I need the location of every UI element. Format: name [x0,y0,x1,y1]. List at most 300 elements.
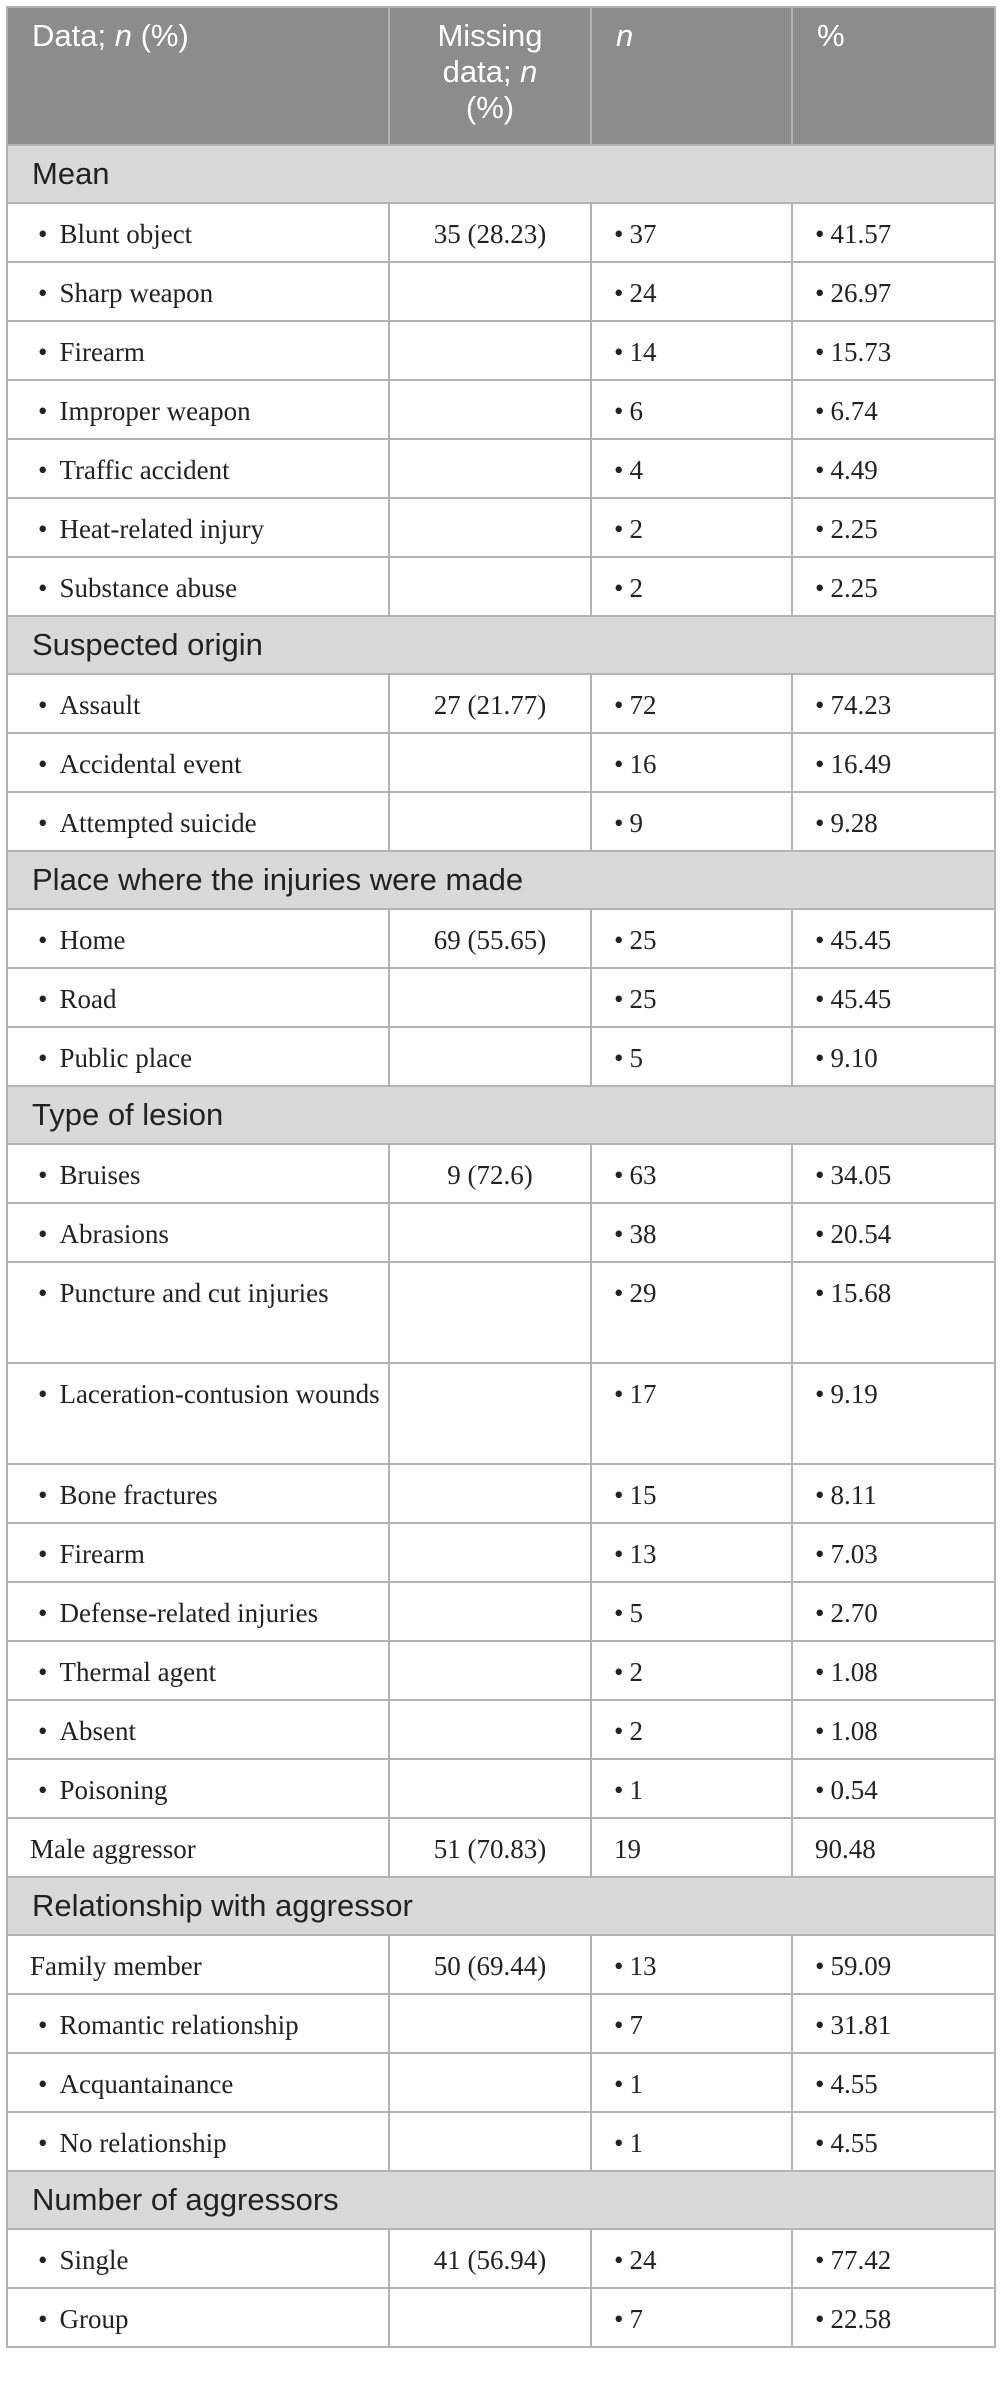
row-label-cell [7,968,389,1027]
percent-value: 4.55 [830,2069,878,2099]
n-cell [591,1582,792,1641]
header-n: n [591,7,792,145]
n-value: 13 [629,1539,657,1569]
percent-cell [792,1027,995,1086]
row-label-cell [7,2229,389,2288]
row-label-cell [7,2053,389,2112]
missing-data-cell [389,1759,591,1818]
bullet-icon: • [614,2069,624,2099]
missing-data-cell [389,380,591,439]
percent-cell [792,733,995,792]
n-value: 15 [629,1480,657,1510]
n-cell [591,968,792,1027]
bullet-icon: • [614,925,624,955]
row-label-cell [7,674,389,733]
header-data: Data; n (%) [7,7,389,145]
row-label: Home [59,925,126,955]
bullet-icon: • [614,396,624,426]
section-header-row [7,1877,995,1935]
bullet-icon: • [38,1219,48,1249]
percent-value: 45.45 [830,984,892,1014]
n-value: 7 [629,2010,643,2040]
row-label: Sharp weapon [59,278,214,308]
n-value: 2 [629,1657,643,1687]
table-row [7,439,995,498]
missing-data-cell [389,2229,591,2288]
table-row [7,792,995,851]
row-label: Single [59,2245,129,2275]
percent-cell [792,498,995,557]
row-label-cell [7,262,389,321]
n-cell [591,909,792,968]
bullet-icon: • [38,514,48,544]
percent-value: 2.25 [830,573,878,603]
row-label: Firearm [59,1539,145,1569]
row-label: Assault [59,690,141,720]
percent-value: 7.03 [830,1539,878,1569]
missing-data-cell [389,1464,591,1523]
table-row [7,1582,995,1641]
percent-value: 2.25 [830,514,878,544]
table-row [7,674,995,733]
row-label-cell [7,1994,389,2053]
percent-value: 15.68 [830,1278,892,1308]
header-missing-data: Missing data; n (%) [389,7,591,145]
bullet-icon: • [815,1716,825,1746]
missing-data-cell [389,1363,591,1464]
percent-value: 22.58 [830,2304,892,2334]
row-label: Accidental event [59,749,242,779]
n-value: 2 [629,1716,643,1746]
percent-value: 2.70 [830,1598,878,1628]
section-title: Relationship with aggressor [7,1877,995,1935]
row-label: Group [59,2304,129,2334]
missing-value: 35 (28.23) [433,219,547,249]
bullet-icon: • [38,2245,48,2275]
bullet-icon: • [815,514,825,544]
n-cell [591,1027,792,1086]
section-title: Place where the injuries were made [7,851,995,909]
percent-cell [792,968,995,1027]
bullet-icon: • [38,1598,48,1628]
missing-data-cell [389,1818,591,1877]
bullet-icon: • [815,455,825,485]
bullet-icon: • [38,1539,48,1569]
missing-data-cell [389,498,591,557]
table-row [7,968,995,1027]
bullet-icon: • [38,1043,48,1073]
n-cell [591,1144,792,1203]
missing-data-cell [389,2112,591,2171]
bullet-icon: • [815,1598,825,1628]
missing-data-cell [389,1523,591,1582]
row-label-cell [7,1759,389,1818]
table-row [7,262,995,321]
missing-data-cell [389,1027,591,1086]
percent-value: 9.19 [830,1379,878,1409]
missing-data-cell [389,1262,591,1363]
bullet-icon: • [38,2010,48,2040]
table-row [7,1641,995,1700]
percent-cell [792,792,995,851]
percent-cell [792,2229,995,2288]
header-percent: % [792,7,995,145]
percent-cell [792,439,995,498]
row-label-cell [7,321,389,380]
percent-value: 90.48 [815,1834,876,1864]
table-row [7,1818,995,1877]
percent-cell [792,1203,995,1262]
row-label: Blunt object [59,219,193,249]
n-cell [591,1523,792,1582]
row-label-cell [7,1700,389,1759]
percent-value: 0.54 [830,1775,878,1805]
row-label: Attempted suicide [59,808,257,838]
table-row [7,498,995,557]
bullet-icon: • [815,749,825,779]
n-cell [591,1262,792,1363]
table-row [7,557,995,616]
n-value: 1 [629,1775,643,1805]
row-label-cell [7,1363,389,1464]
percent-value: 15.73 [830,337,892,367]
missing-data-cell [389,733,591,792]
row-label: Defense-related injuries [59,1598,319,1628]
row-label: Absent [59,1716,136,1746]
missing-data-cell [389,792,591,851]
bullet-icon: • [38,2128,48,2158]
percent-value: 20.54 [830,1219,892,1249]
n-value: 4 [629,455,643,485]
missing-data-cell [389,262,591,321]
bullet-icon: • [614,219,624,249]
n-cell [591,203,792,262]
percent-value: 8.11 [830,1480,877,1510]
row-label: Abrasions [59,1219,169,1249]
percent-value: 16.49 [830,749,892,779]
bullet-icon: • [614,278,624,308]
bullet-icon: • [815,2304,825,2334]
percent-cell [792,1641,995,1700]
bullet-icon: • [38,1379,48,1409]
n-cell [591,1818,792,1877]
n-cell [591,1759,792,1818]
row-label-cell [7,203,389,262]
row-label: Heat-related injury [59,514,265,544]
percent-cell [792,1582,995,1641]
table-row [7,203,995,262]
missing-data-cell [389,2053,591,2112]
n-value: 6 [629,396,643,426]
section-header-row [7,1086,995,1144]
missing-value: 9 (72.6) [447,1160,533,1190]
table-row [7,1700,995,1759]
n-value: 29 [629,1278,657,1308]
table-row [7,909,995,968]
header-row [7,7,995,145]
section-title: Type of lesion [7,1086,995,1144]
percent-cell [792,2112,995,2171]
table-row [7,1203,995,1262]
n-cell [591,321,792,380]
percent-cell [792,1935,995,1994]
row-label-cell [7,2112,389,2171]
table-row [7,1027,995,1086]
percent-cell [792,2053,995,2112]
missing-value: 69 (55.65) [433,925,547,955]
table-row [7,321,995,380]
percent-cell [792,1759,995,1818]
section-header-row [7,145,995,203]
n-cell [591,1641,792,1700]
row-label-cell [7,439,389,498]
percent-cell [792,1144,995,1203]
percent-value: 59.09 [830,1951,892,1981]
bullet-icon: • [38,573,48,603]
row-label-cell [7,1203,389,1262]
row-label-cell [7,2288,389,2347]
missing-data-cell [389,1144,591,1203]
percent-cell [792,909,995,968]
n-value: 5 [629,1043,643,1073]
percent-cell [792,1818,995,1877]
bullet-icon: • [614,2010,624,2040]
table-row [7,380,995,439]
row-label: Public place [59,1043,193,1073]
n-cell [591,2112,792,2171]
percent-cell [792,262,995,321]
bullet-icon: • [815,1539,825,1569]
table-row [7,1759,995,1818]
bullet-icon: • [38,1657,48,1687]
bullet-icon: • [38,690,48,720]
table-row [7,1935,995,1994]
percent-value: 26.97 [830,278,892,308]
bullet-icon: • [614,1951,624,1981]
n-cell [591,2288,792,2347]
row-label-cell [7,1582,389,1641]
bullet-icon: • [815,219,825,249]
row-label: Bone fractures [59,1480,218,1510]
bullet-icon: • [614,2128,624,2158]
bullet-icon: • [815,2128,825,2158]
n-value: 24 [629,2245,657,2275]
bullet-icon: • [614,690,624,720]
row-label: Thermal agent [59,1657,217,1687]
percent-cell [792,2288,995,2347]
missing-data-cell [389,1641,591,1700]
n-value: 1 [629,2128,643,2158]
n-value: 16 [629,749,657,779]
row-label: Improper weapon [59,396,251,426]
bullet-icon: • [614,1775,624,1805]
section-title: Suspected origin [7,616,995,674]
n-cell [591,1203,792,1262]
table-row [7,733,995,792]
percent-value: 77.42 [830,2245,892,2275]
bullet-icon: • [38,396,48,426]
missing-data-cell [389,321,591,380]
missing-data-cell [389,1582,591,1641]
percent-cell [792,380,995,439]
n-value: 1 [629,2069,643,2099]
percent-value: 4.55 [830,2128,878,2158]
bullet-icon: • [815,1278,825,1308]
bullet-icon: • [815,278,825,308]
bullet-icon: • [38,925,48,955]
bullet-icon: • [38,2069,48,2099]
n-value: 63 [629,1160,657,1190]
bullet-icon: • [614,514,624,544]
bullet-icon: • [614,1219,624,1249]
n-cell [591,733,792,792]
bullet-icon: • [815,808,825,838]
bullet-icon: • [38,2304,48,2334]
n-cell [591,2229,792,2288]
bullet-icon: • [815,396,825,426]
row-label: Traffic accident [59,455,230,485]
n-cell [591,1994,792,2053]
table-row [7,2288,995,2347]
percent-value: 45.45 [830,925,892,955]
n-cell [591,262,792,321]
percent-cell [792,1523,995,1582]
missing-data-cell [389,909,591,968]
percent-cell [792,1262,995,1363]
row-label: Family member [30,1951,202,1981]
n-cell [591,1464,792,1523]
section-header-row [7,616,995,674]
bullet-icon: • [815,690,825,720]
bullet-icon: • [815,1951,825,1981]
row-label-cell [7,1935,389,1994]
row-label-cell [7,1641,389,1700]
missing-value: 27 (21.77) [433,690,547,720]
bullet-icon: • [38,219,48,249]
percent-value: 9.28 [830,808,878,838]
n-cell [591,674,792,733]
n-cell [591,557,792,616]
bullet-icon: • [815,2245,825,2275]
row-label: Male aggressor [30,1834,196,1864]
missing-data-cell [389,674,591,733]
bullet-icon: • [614,1657,624,1687]
table-row [7,1994,995,2053]
n-value: 2 [629,573,643,603]
n-value: 37 [629,219,657,249]
n-value: 13 [629,1951,657,1981]
bullet-icon: • [815,1160,825,1190]
percent-cell [792,557,995,616]
bullet-icon: • [614,1598,624,1628]
percent-cell [792,203,995,262]
row-label: Romantic relationship [59,2010,299,2040]
bullet-icon: • [614,2304,624,2334]
data-table [6,6,996,2348]
missing-data-cell [389,1700,591,1759]
bullet-icon: • [614,337,624,367]
row-label: No relationship [59,2128,227,2158]
n-value: 7 [629,2304,643,2334]
bullet-icon: • [614,984,624,1014]
percent-cell [792,1363,995,1464]
percent-value: 31.81 [830,2010,892,2040]
bullet-icon: • [38,1716,48,1746]
bullet-icon: • [614,1160,624,1190]
missing-value: 51 (70.83) [433,1834,547,1864]
bullet-icon: • [815,925,825,955]
bullet-icon: • [815,1379,825,1409]
bullet-icon: • [614,1043,624,1073]
row-label-cell [7,1144,389,1203]
n-cell [591,380,792,439]
missing-value: 41 (56.94) [433,2245,547,2275]
n-cell [591,439,792,498]
bullet-icon: • [614,1379,624,1409]
n-value: 14 [629,337,657,367]
percent-value: 9.10 [830,1043,878,1073]
percent-value: 74.23 [830,690,892,720]
n-value: 17 [629,1379,657,1409]
bullet-icon: • [614,808,624,838]
bullet-icon: • [815,2010,825,2040]
row-label-cell [7,792,389,851]
section-header-row [7,851,995,909]
bullet-icon: • [614,1480,624,1510]
row-label-cell [7,909,389,968]
n-cell [591,1700,792,1759]
bullet-icon: • [614,1716,624,1746]
bullet-icon: • [815,1043,825,1073]
missing-data-cell [389,203,591,262]
missing-value: 50 (69.44) [433,1951,547,1981]
bullet-icon: • [614,573,624,603]
table-row [7,2053,995,2112]
n-value: 19 [614,1834,641,1864]
percent-value: 41.57 [830,219,892,249]
section-title: Mean [7,145,995,203]
bullet-icon: • [614,455,624,485]
n-cell [591,792,792,851]
missing-data-cell [389,1203,591,1262]
percent-cell [792,1464,995,1523]
bullet-icon: • [38,984,48,1014]
n-cell [591,498,792,557]
n-value: 38 [629,1219,657,1249]
row-label: Road [59,984,117,1014]
row-label-cell [7,733,389,792]
n-cell [591,1935,792,1994]
percent-cell [792,1994,995,2053]
bullet-icon: • [815,1219,825,1249]
row-label-cell [7,1027,389,1086]
bullet-icon: • [614,749,624,779]
row-label-cell [7,1818,389,1877]
section-title: Number of aggressors [7,2171,995,2229]
row-label-cell [7,1523,389,1582]
bullet-icon: • [815,1775,825,1805]
table-row [7,1363,995,1464]
row-label-cell [7,380,389,439]
row-label-cell [7,557,389,616]
bullet-icon: • [815,984,825,1014]
row-label: Laceration-contusion wounds [59,1379,380,1409]
bullet-icon: • [614,1278,624,1308]
percent-value: 6.74 [830,396,878,426]
section-header-row [7,2171,995,2229]
missing-data-cell [389,1935,591,1994]
percent-value: 34.05 [830,1160,892,1190]
